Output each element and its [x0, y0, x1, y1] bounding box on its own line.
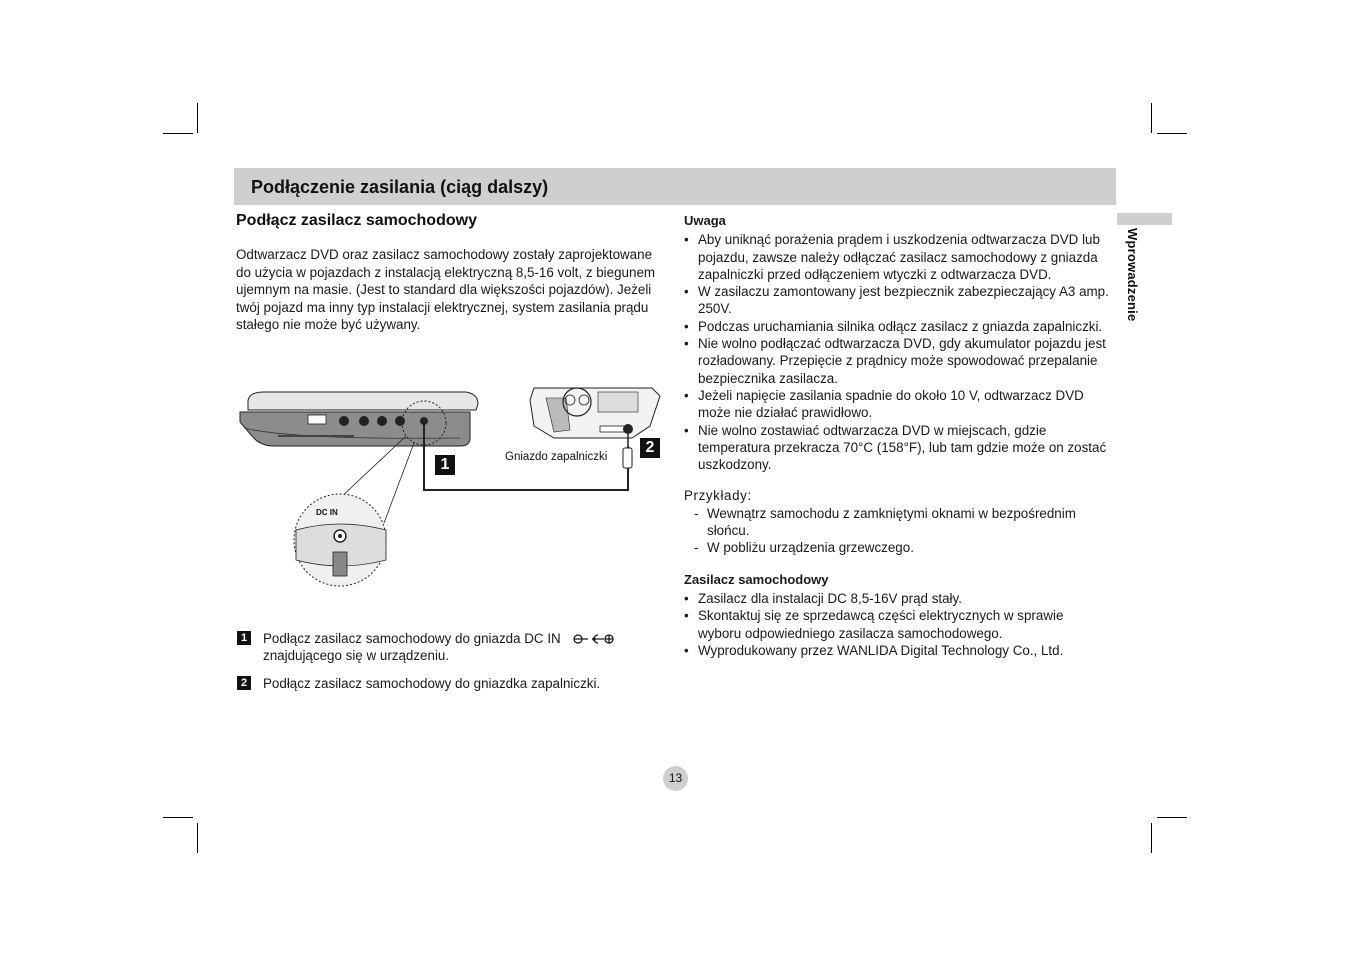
crop-mark [197, 823, 198, 853]
dc-polarity-icon [572, 633, 616, 645]
list-item: • Skontaktuj się ze sprzedawcą części elektrycznych w sprawie wyboru odpowiedniego zasilacza samochodowego. [684, 607, 1110, 642]
step-1-text: Podłącz zasilacz samochodowy do gniazda DC IN [263, 631, 561, 646]
examples-label: Przykłady: [684, 488, 752, 504]
crop-mark [1157, 133, 1187, 134]
step-2-text: Podłącz zasilacz samochodowy do gniazdka zapalniczki. [263, 676, 601, 691]
notes-column [684, 212, 1110, 659]
list-item: • Nie wolno podłączać odtwarzacza DVD, gdy akumulator pojazdu jest rozładowany. Przepięcie z prądnicy może spowodować przepalanie bezpiecznika zasilacza. [684, 335, 1110, 387]
step-2 [237, 675, 657, 692]
crop-mark [163, 817, 193, 818]
page-number: 13 [663, 766, 688, 791]
uwaga-list [684, 231, 1110, 473]
examples-list [684, 505, 1110, 557]
list-item: • Zasilacz dla instalacji DC 8,5-16V prąd stały. [684, 590, 1110, 607]
header-bar [234, 168, 1116, 205]
crop-mark [1151, 103, 1152, 133]
crop-mark [1157, 817, 1187, 818]
connection-illustration [234, 378, 664, 593]
lighter-socket-label: Gniazdo zapalniczki [505, 451, 608, 463]
step-2-badge: 2 [237, 676, 251, 690]
list-item: • Jeżeli napięcie zasilania spadnie do około 10 V, odtwarzacz DVD może nie działać prawidłowo. [684, 387, 1110, 422]
step-1-text-cont: znajdującego się w urządzeniu. [263, 648, 450, 663]
crop-mark [197, 103, 198, 133]
section-heading: Podłącz zasilacz samochodowy [236, 212, 477, 229]
connection-diagram [234, 378, 664, 593]
adapter-heading: Zasilacz samochodowy [684, 571, 829, 587]
diagram-badge-2: 2 [640, 438, 660, 458]
page-title: Podłączenie zasilania (ciąg dalszy) [251, 177, 549, 197]
list-item: - W pobliżu urządzenia grzewczego. [684, 539, 1110, 556]
dc-in-label: DC IN [316, 508, 338, 517]
crop-mark [163, 133, 193, 134]
uwaga-heading: Uwaga [684, 213, 726, 228]
list-item: • Podczas uruchamiania silnika odłącz zasilacz z gniazda zapalniczki. [684, 318, 1110, 335]
list-item: • Aby uniknąć porażenia prądem i uszkodzenia odtwarzacza DVD lub pojazdu, zawsze należy odłączać zasilacz samochodowy z gniazda zapalniczki przed odłączeniem wtyczki z odtwarzacza DVD. [684, 231, 1110, 283]
side-tab-marker [1117, 213, 1172, 225]
step-1-badge: 1 [237, 631, 251, 645]
diagram-badge-1: 1 [435, 455, 455, 475]
side-tab-label: Wprowadzenie [1125, 228, 1140, 322]
list-item: • Nie wolno zostawiać odtwarzacza DVD w miejscach, gdzie temperatura przekracza 70°C (158°F), lub tam gdzie może on zostać uszkodzony. [684, 422, 1110, 474]
crop-mark [1151, 823, 1152, 853]
dc-in-detail-drawing [294, 494, 386, 586]
list-item: - Wewnątrz samochodu z zamkniętymi oknami w bezpośrednim słońcu. [684, 505, 1110, 540]
list-item: • W zasilaczu zamontowany jest bezpiecznik zabezpieczający A3 amp. 250V. [684, 283, 1110, 318]
step-1 [237, 630, 657, 664]
adapter-list [684, 590, 1110, 659]
list-item: • Wyprodukowany przez WANLIDA Digital Technology Co., Ltd. [684, 642, 1110, 659]
intro-paragraph: Odtwarzacz DVD oraz zasilacz samochodowy zostały zaprojektowane do użycia w pojazdach z instalacją elektryczną 8,5-16 volt, z biegunem ujemnym na masie. (Jest to standard dla większości pojazdów). Jeżeli twój pojazd ma inny typ instalacji elektrycznej, system zasilania prądu stałego nie może być używany. [236, 247, 656, 332]
